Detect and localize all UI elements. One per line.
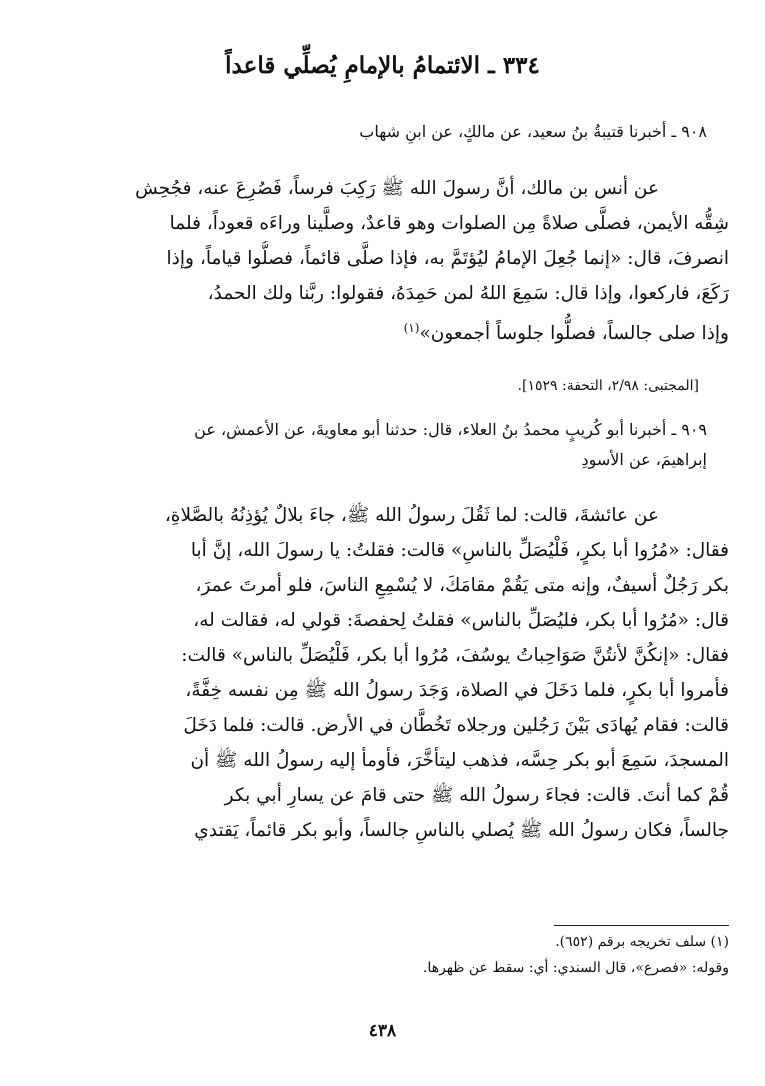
matn-line-last [36, 311, 729, 346]
hadith-909-isnad [40, 415, 707, 475]
hadith-908-matn [36, 171, 729, 346]
matn-line: قالت: فقام يُهادَى بَيْنَ رَجُلين ورجلاه تَخُطَّان في الأرض. قالت: فلما دَخَلَ [183, 715, 729, 736]
page-number: ٤٣٨ [368, 1021, 397, 1041]
footnotes [36, 929, 729, 981]
isnad-line: ٩٠٩ ـ أخبرنا أبو كُريبٍ محمدُ بنُ العلاء، قال: حدثنا أبو معاويةَ، عن الأعمش، عن [194, 420, 707, 439]
matn-line: فقال: «إنكُنَّ لأنتُنَّ صَوَاحِباتُ يوسُفَ، مُرُوا أبا بكر، فَلْيُصَلِّ بالناس» قالت: [181, 645, 729, 666]
matn-line: شِقُّه الأيمن، فصلَّى صلاةً مِن الصلوات وهو قاعدٌ، وصلَّينا وراءَه قعوداً، فلما [169, 213, 729, 234]
matn-line: عن أنس بن مالك، أنَّ رسولَ الله ﷺ رَكِبَ فرساً، فَصُرِعَ عنه، فجُحِش [135, 178, 659, 199]
hadith-908-source: [المجتبى: ٢/٩٨، التحفة: ١٥٢٩]. [517, 378, 699, 394]
matn-line: قال: «مُرُوا أبا بكر، فليُصَلِّ بالناس» فقلتُ لِحفصةَ: قولي له، فقالت له، [193, 610, 729, 631]
matn-line: فقال: «مُرُوا أبا بكرٍ، فَلْيُصَلِّ بالناسِ» قالت: فقلتُ: يا رسولَ الله، إنَّ أبا [190, 540, 729, 561]
footnote: (١) سلف تخريجه برقم (٦٥٢). [555, 934, 729, 950]
matn-line: بكر رَجُلٌ أسيفٌ، وإنه متى يَقُمْ مقامَكَ، لا يُسْمِعِ الناسَ، فلو أمرتَ عمرَ، [195, 575, 729, 596]
hadith-908-isnad: ٩٠٨ ـ أخبرنا قتيبةُ بنُ سعيد، عن مالكٍ، عن ابنِ شهاب [359, 122, 707, 141]
chapter-title: ٣٣٤ ـ الائتمامُ بالإمامِ يُصلِّي قاعداً [225, 52, 540, 79]
matn-line: فأمروا أبا بكرٍ، فلما دَخَلَ في الصلاة، وَجَدَ رسولُ الله ﷺ مِن نفسه خِفَّةً، [185, 680, 729, 701]
matn-line: جالساً، فكان رسولُ الله ﷺ يُصلي بالناسِ جالساً، وأبو بكر قائماً، يَقتدي [194, 820, 729, 841]
matn-line: وإذا صلى جالساً، فصلُّوا جلوساً أجمعون» [419, 323, 729, 345]
matn-line: رَكَعَ، فاركعوا، وإذا قال: سَمِعَ اللهُ لمن حَمِدَهُ، فقولوا: ربَّنا ولك الحمدُ، [207, 283, 729, 304]
footnote-separator [554, 925, 729, 926]
matn-line: المسجدَ، سَمِعَ أبو بكر حِسَّه، فذهب ليتأخَّرَ، فأومأ إليه رسولُ الله ﷺ أن [190, 750, 729, 771]
hadith-909-matn [36, 498, 729, 848]
footnote-reference: (١) [403, 321, 420, 335]
matn-line: انصرفَ، قال: «إنما جُعِلَ الإمامُ ليُؤتَمَّ به، فإذا صلَّى قائماً، فصلُّوا قياماً، وإذا [166, 248, 729, 269]
isnad-line: إبراهيمَ، عن الأسودِ [581, 450, 707, 469]
matn-line: قُمْ كما أنتَ. قالت: فجاءَ رسولُ الله ﷺ حتى قامَ عن يسارِ أبي بكر [224, 785, 729, 806]
matn-line: عن عائشةَ، قالت: لما ثَقُلَ رسولُ الله ﷺ، جاءَ بلالٌ يُؤذِنُهُ بالصَّلاةِ، [164, 505, 659, 526]
footnote: وقوله: «فصرع»، قال السندي: أي: سقط عن ظهرها. [422, 960, 729, 976]
